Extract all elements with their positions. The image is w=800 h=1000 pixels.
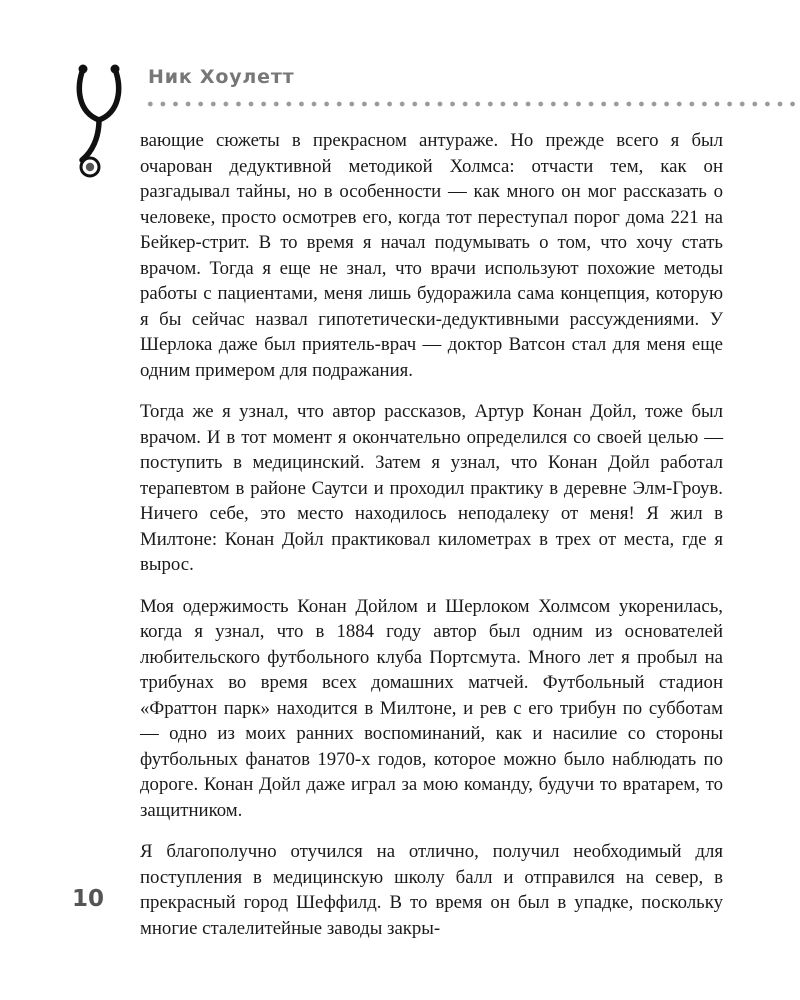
paragraph: вающие сюжеты в прекрасном антураже. Но прежде всего я был очарован дедуктивной методикой Холмса: отчасти тем, как он разгадывал тайны, но в особенности — как много он мог рассказать о человеке, просто осмотрев его, когда тот переступал порог дома 221 на Бейкер-стрит. В то время я начал подумывать о том, что хочу стать врачом. Тогда я еще не знал, что врачи используют похожие методы работы с пациентами, меня лишь будоражила сама концепция, которую я бы сейчас назвал гипотетически-дедуктивными рассуждениями. У Шерлока даже был приятель-врач — доктор Ватсон стал для меня еще одним примером для подражания. [140, 130, 723, 381]
header-dotted-divider [144, 101, 800, 107]
body-text [140, 128, 723, 957]
running-header-author: Ник Хоулетт [148, 66, 295, 88]
paragraph: Моя одержимость Конан Дойлом и Шерлоком Холмсом укоренилась, когда я узнал, что в 1884 году автор был одним из основателей любительского футбольного клуба Портсмута. Много лет я пробыл на трибунах во время всех домашних матчей. Футбольный стадион «Фраттон парк» находится в Милтоне, и рев с его трибун по субботам — одно из моих ранних воспоминаний, как и насилие со стороны футбольных фанатов 1970-х годов, которое можно было наблюдать по дороге. Конан Дойл даже играл за мою команду, будучи то вратарем, то защитником. [140, 595, 723, 821]
paragraph: Тогда же я узнал, что автор рассказов, Артур Конан Дойл, тоже был врачом. И в тот момент я окончательно определился со своей целью — поступить в медицинский. Затем я узнал, что Конан Дойл работал терапевтом в районе Саутси и проходил практику в деревне Элм-Гроув. Ничего себе, это место находилось неподалеку от меня! Я жил в Милтоне: Конан Дойл практиковал километрах в трех от места, где я вырос. [140, 401, 723, 575]
page-number: 10 [72, 886, 105, 912]
paragraph: Я благополучно отучился на отлично, получил необходимый для поступления в медицинскую школу балл и отправился на север, в прекрасный город Шеффилд. В то время он был в упадке, поскольку многие сталелитейные заводы закры- [140, 841, 723, 939]
stethoscope-icon [68, 60, 138, 185]
